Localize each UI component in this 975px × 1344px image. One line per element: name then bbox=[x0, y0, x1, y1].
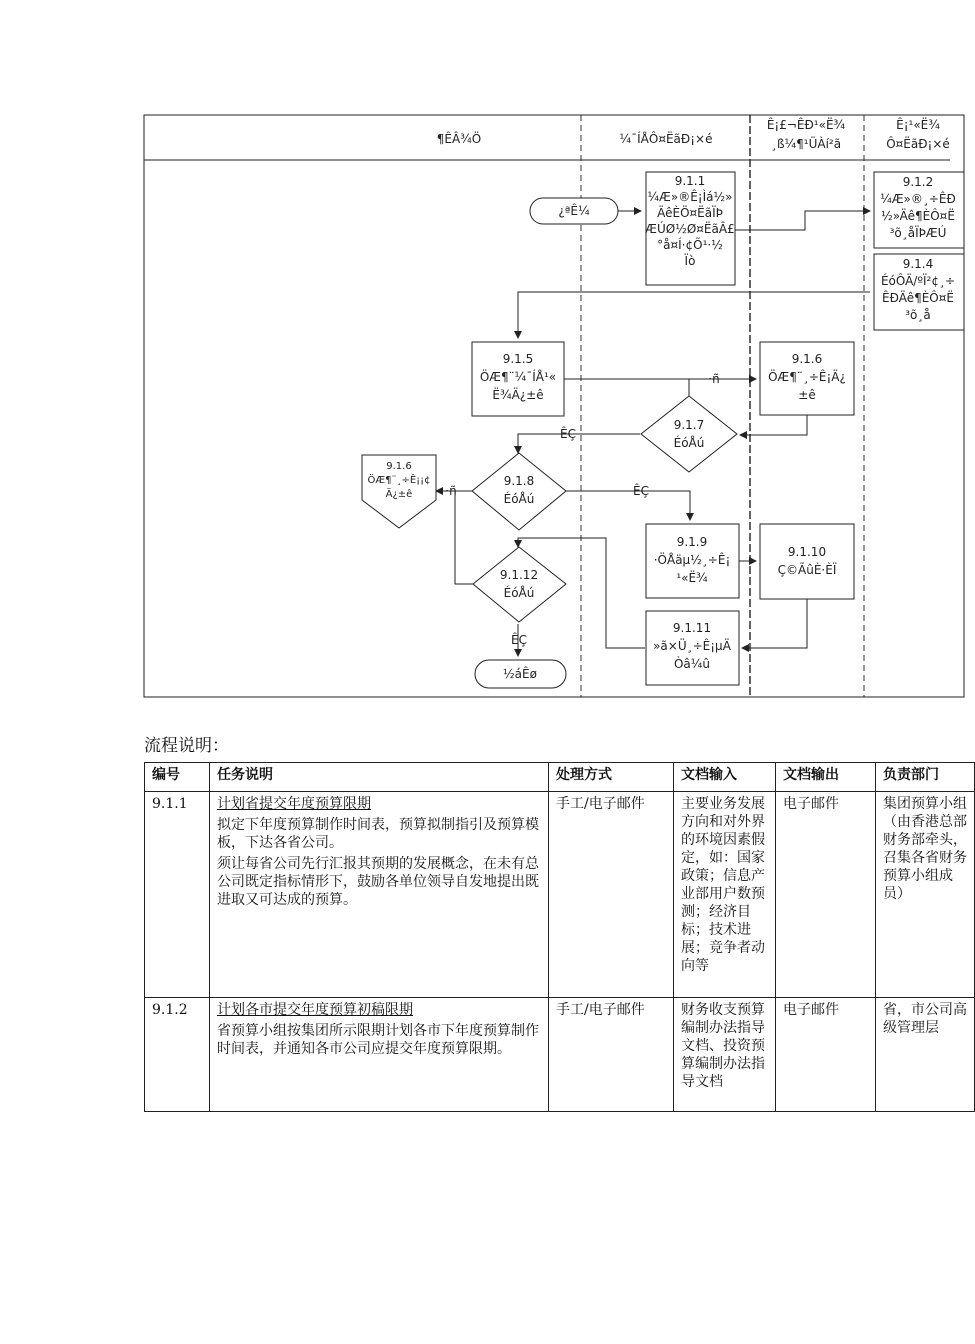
col-header-input: 文档输入 bbox=[674, 763, 776, 792]
edge-911-912 bbox=[735, 211, 870, 230]
task-paragraph: 须让每省公司先行汇报其预期的发展概念，在未有总公司既定指标情形下，鼓励各单位领导自发地提出既进取又可达成的预算。 bbox=[217, 856, 539, 908]
task-title: 计划省提交年度预算限期 bbox=[217, 796, 371, 812]
table-row bbox=[145, 792, 975, 998]
step-9-1-5-text: 9.1.5 ÖÆ¶¨¼¯ÍÅ¹« Ë¾Ä¿±ê bbox=[479, 352, 557, 402]
row-task bbox=[210, 998, 549, 1112]
lane-header-4a: Ê¡¹«Ë¾ bbox=[896, 118, 940, 132]
table-row bbox=[145, 998, 975, 1112]
step-9-1-11-text: 9.1.11 »ã×Ü¸÷Ê¡µÄ Òâ¼û bbox=[653, 621, 731, 671]
row-output: 电子邮件 bbox=[776, 998, 876, 1112]
task-title: 计划各市提交年度预算初稿限期 bbox=[217, 1002, 413, 1018]
edge-label-yes: ÊÇ bbox=[633, 484, 649, 498]
edge-label-yes: ÊÇ bbox=[511, 633, 527, 647]
lane-header-3b: ¸ß¼¶¹ÜÀí²ã bbox=[770, 137, 842, 151]
lane-header-2: ¼¯ÍÅÔ¤ËãÐ¡×é bbox=[619, 132, 713, 146]
step-9-1-6-text: 9.1.6 ÖÆ¶¨¸÷Ê¡Ä¿ ±ê bbox=[768, 352, 846, 402]
task-paragraph: 拟定下年度预算制作时间表，预算拟制指引及预算模板，下达各省公司。 bbox=[217, 817, 539, 851]
edge-9110-9111 bbox=[742, 599, 807, 648]
row-dept: 集团预算小组（由香港总部财务部牵头，召集各省财务预算小组成员） bbox=[876, 792, 975, 998]
start-label: ¿ªÊ¼ bbox=[558, 204, 590, 218]
col-header-dept: 负责部门 bbox=[876, 763, 975, 792]
edge-9112-back bbox=[455, 491, 473, 584]
decision-9-1-7 bbox=[641, 396, 737, 472]
row-output: 电子邮件 bbox=[776, 792, 876, 998]
row-method: 手工/电子邮件 bbox=[549, 998, 674, 1112]
row-input: 财务收支预算编制办法指导文档、投资预算编制办法指导文档 bbox=[674, 998, 776, 1112]
edge-918-919 bbox=[566, 491, 690, 520]
row-dept: 省，市公司高级管理层 bbox=[876, 998, 975, 1112]
task-paragraph: 省预算小组按集团所示限期计划各市下年度预算制作时间表，并通知各市公司应提交年度预算限期。 bbox=[217, 1023, 539, 1057]
step-9-1-4-text: 9.1.4 ÉóÔÄ/ºÏ²¢¸÷ ÊÐÄê¶ÈÔ¤Ë ³õ¸å bbox=[880, 257, 956, 322]
row-method: 手工/电子邮件 bbox=[549, 792, 674, 998]
section-title: 流程说明： bbox=[144, 736, 229, 756]
col-header-id: 编号 bbox=[145, 763, 210, 792]
edge-label-no: ·ñ bbox=[445, 484, 457, 498]
process-table bbox=[144, 762, 975, 1112]
row-input: 主要业务发展方向和对外界的环境因素假定，如：国家政策；信息产业部用户数预测；经济目标；技术进展；竞争者动向等 bbox=[674, 792, 776, 998]
edge-914-915 bbox=[518, 292, 870, 338]
edge-label-yes: ÊÇ bbox=[560, 427, 576, 441]
lane-header-4b: Ô¤ËãÐ¡×é bbox=[886, 137, 950, 151]
col-header-task: 任务说明 bbox=[210, 763, 549, 792]
step-9-1-10-box bbox=[760, 524, 854, 599]
decision-9-1-7-text: 9.1.7 ÉóÅú bbox=[673, 418, 705, 450]
offpage-connector-9-1-6-text: 9.1.6 ÖÆ¶¨¸÷Ê¡¡¢ Ä¿±ê bbox=[367, 461, 431, 500]
decision-9-1-12-text: 9.1.12 ÉóÅú bbox=[499, 568, 539, 600]
step-9-1-2-text: 9.1.2 ¼Æ»®¸÷ÊÐ ½»Äê¶ÈÔ¤Ë ³õ¸åÏÞÆÚ bbox=[880, 175, 956, 240]
decision-9-1-8-text: 9.1.8 ÉóÅú bbox=[503, 474, 535, 506]
table-header-row bbox=[145, 763, 975, 792]
edge-label-no: ·ñ bbox=[708, 372, 720, 386]
step-9-1-9-text: 9.1.9 ·ÖÅäµ½¸÷Ê¡ ¹«Ë¾ bbox=[653, 535, 731, 585]
edge-917-918 bbox=[518, 434, 640, 453]
step-9-1-10-text: 9.1.10 Ç©ÃûÈ·ÈÏ bbox=[777, 545, 837, 577]
row-id: 9.1.1 bbox=[145, 792, 210, 998]
step-9-1-1-text: 9.1.1 ¼Æ»®Ê¡Ìá½» ÄêÈÖ¤ËãÏÞ ÆÚØ½Ø¤ËãÂ£ °å¤Í·¢Õ¹·½ Ïò bbox=[645, 174, 735, 268]
lane-header-3a: Ê¡£¬ÊÐ¹«Ë¾ bbox=[766, 118, 846, 132]
row-id: 9.1.2 bbox=[145, 998, 210, 1112]
row-task bbox=[210, 792, 549, 998]
end-label: ½áÊø bbox=[503, 667, 537, 681]
lane-header-1: ¶ÊÂ¾Ö bbox=[436, 132, 482, 146]
col-header-output: 文档输出 bbox=[776, 763, 876, 792]
col-header-method: 处理方式 bbox=[549, 763, 674, 792]
decision-9-1-12 bbox=[473, 547, 566, 622]
